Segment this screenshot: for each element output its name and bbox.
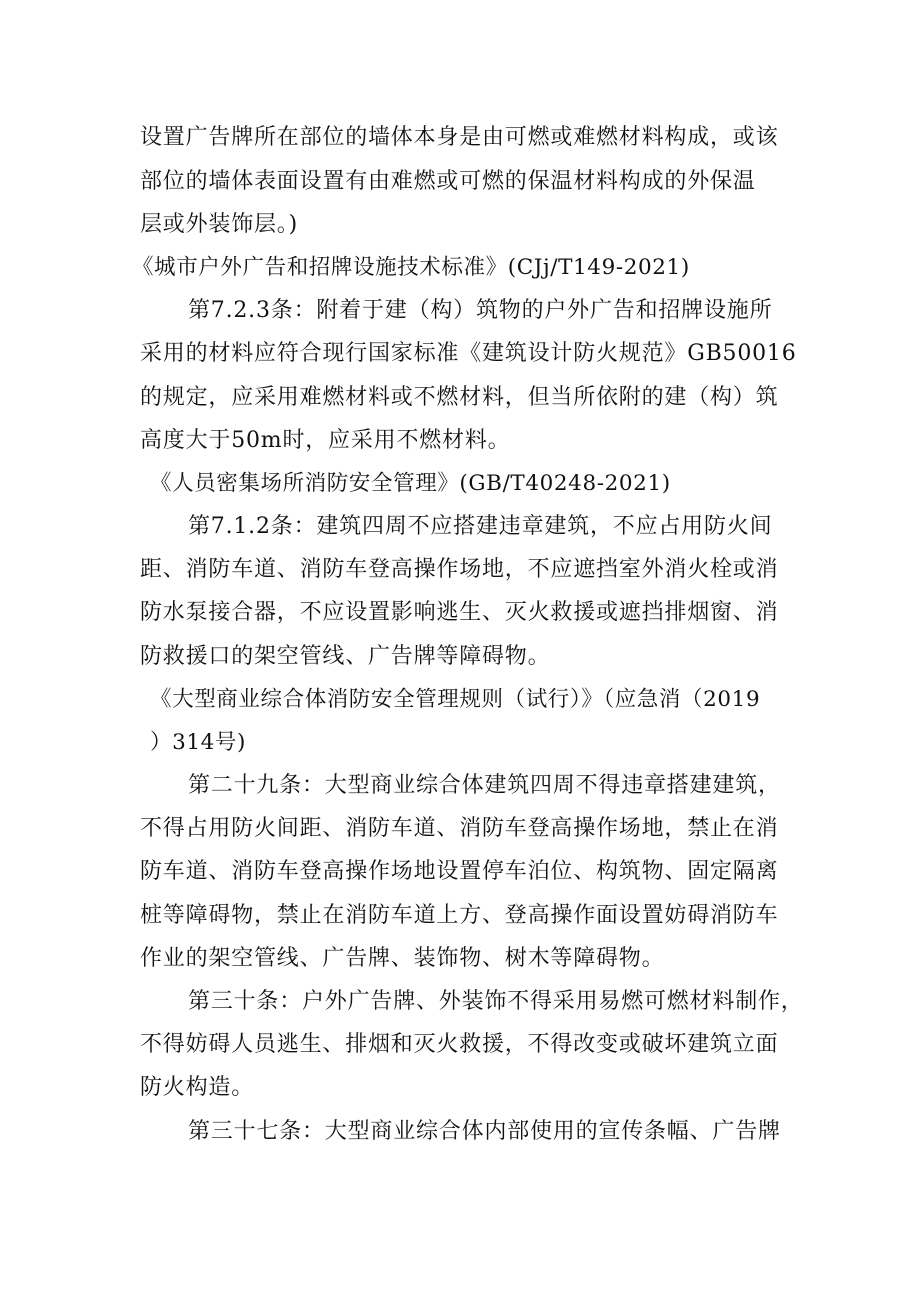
article-line: 第7.1.2条：建筑四周不应搭建违章建筑，不应占用防火间 — [188, 514, 773, 539]
article-line: 防火构造。 — [140, 1075, 255, 1100]
article-line: 防车道、消防车登高操作场地设置停车泊位、构筑物、固定隔离 — [140, 859, 779, 884]
article-line: 不得占用防火间距、消防车道、消防车登高操作场地，禁止在消 — [140, 816, 779, 841]
standard-heading: 《人员密集场所消防安全管理》(GB/T40248-2021) — [150, 471, 671, 496]
article-line: 防水泵接合器，不应设置影响逃生、灭火救援或遮挡排烟窗、消 — [140, 600, 779, 625]
paragraph-line: 层或外装饰层。) — [140, 212, 298, 237]
article-line: 采用的材料应符合现行国家标准《建筑设计防火规范》GB50016 — [140, 341, 797, 366]
article-line: 作业的架空管线、广告牌、装饰物、树木等障碍物。 — [140, 946, 665, 971]
article-line: 第三十条：户外广告牌、外装饰不得采用易燃可燃材料制作， — [188, 989, 804, 1014]
article-line: 第7.2.3条：附着于建（构）筑物的户外广告和招牌设施所 — [188, 298, 773, 323]
article-line: 的规定，应采用难燃材料或不燃材料，但当所依附的建（构）筑 — [140, 385, 779, 410]
article-line: 桩等障碍物，禁止在消防车道上方、登高操作面设置妨碍消防车 — [140, 903, 779, 928]
article-line: 高度大于50m时，应采用不燃材料。 — [140, 428, 511, 453]
article-line: 第三十七条：大型商业综合体内部使用的宣传条幅、广告牌 — [188, 1119, 781, 1144]
regulation-heading: 《大型商业综合体消防安全管理规则（试行）》（应急消（2019 — [150, 687, 761, 712]
standard-heading: 《城市户外广告和招牌设施技术标准》(CJj/T149-2021) — [132, 255, 690, 280]
paragraph-line: 部位的墙体表面设置有由难燃或可燃的保温材料构成的外保温 — [140, 169, 756, 194]
article-line: 防救援口的架空管线、广告牌等障碍物。 — [140, 644, 551, 669]
article-line: 距、消防车道、消防车登高操作场地，不应遮挡室外消火栓或消 — [140, 557, 779, 582]
paragraph-line: 设置广告牌所在部位的墙体本身是由可燃或难燃材料构成，或该 — [140, 125, 779, 150]
regulation-heading-continuation: ）314号) — [150, 730, 247, 755]
article-line: 第二十九条：大型商业综合体建筑四周不得违章搭建建筑， — [188, 773, 781, 798]
article-line: 不得妨碍人员逃生、排烟和灭火救援，不得改变或破坏建筑立面 — [140, 1032, 779, 1057]
